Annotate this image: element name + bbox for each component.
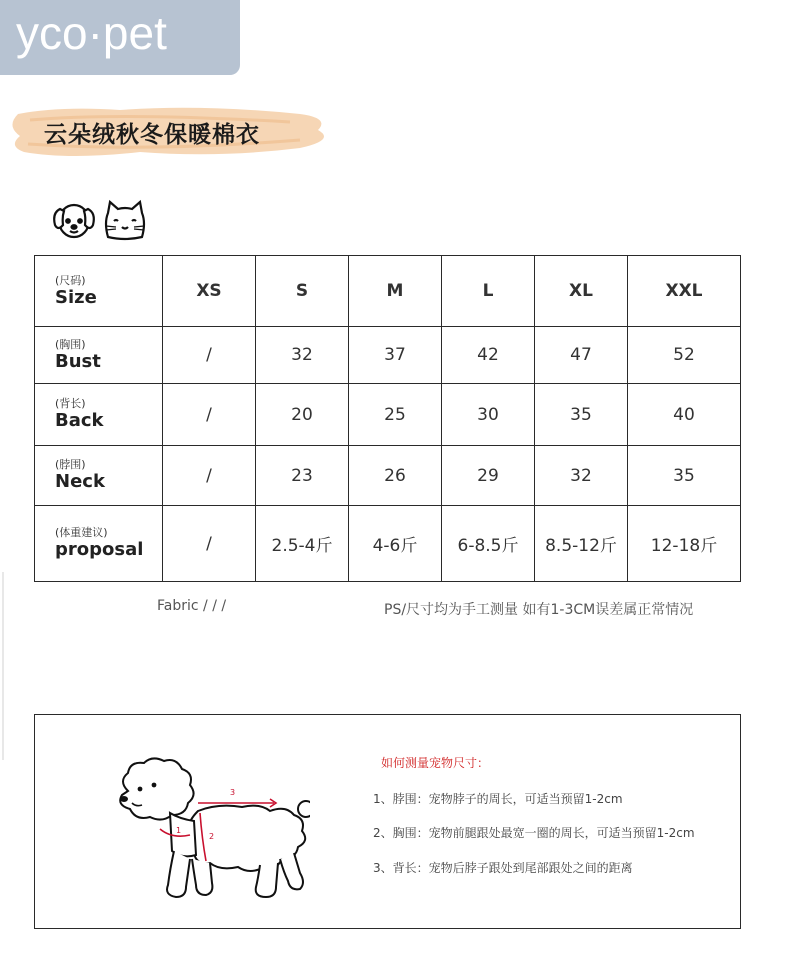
guide-step-neck: 1、脖围：宠物脖子的周长，可适当预留1-2cm bbox=[373, 792, 623, 806]
ps-note: PS/尺寸均为手工测量 如有1-3CM误差属正常情况 bbox=[384, 602, 694, 618]
table-cell: 4-6斤 bbox=[349, 506, 442, 582]
table-cell: 12-18斤 bbox=[628, 506, 741, 582]
row-label-en: Neck bbox=[55, 471, 105, 492]
row-label-cn: (体重建议) bbox=[55, 526, 108, 539]
size-header-xs: XS bbox=[163, 256, 256, 327]
table-cell: 32 bbox=[256, 327, 349, 384]
table-cell: 52 bbox=[628, 327, 741, 384]
dog-measure-diagram bbox=[110, 755, 310, 905]
table-cell: / bbox=[163, 327, 256, 384]
table-cell: 37 bbox=[349, 327, 442, 384]
row-label-en: proposal bbox=[55, 539, 144, 560]
brand-logo bbox=[0, 0, 240, 75]
row-label-cell bbox=[35, 384, 163, 446]
table-cell: 26 bbox=[349, 446, 442, 506]
guide-step-back: 3、背长：宠物后脖子跟处到尾部跟处之间的距离 bbox=[373, 861, 633, 875]
table-cell: 30 bbox=[442, 384, 535, 446]
size-header-s: S bbox=[256, 256, 349, 327]
row-label-en: Back bbox=[55, 410, 104, 431]
table-cell: / bbox=[163, 446, 256, 506]
guide-title: 如何测量宠物尺寸： bbox=[381, 756, 490, 770]
table-cell: 29 bbox=[442, 446, 535, 506]
row-label-en: Bust bbox=[55, 350, 101, 372]
table-cell: 20 bbox=[256, 384, 349, 446]
pet-icons bbox=[52, 199, 147, 241]
size-header-xl: XL bbox=[535, 256, 628, 327]
table-cell: 32 bbox=[535, 446, 628, 506]
size-label-cn: (尺码) bbox=[55, 273, 86, 287]
cat-face-icon bbox=[106, 202, 144, 239]
table-cell: / bbox=[163, 384, 256, 446]
row-label-cell bbox=[35, 327, 163, 384]
table-cell: / bbox=[163, 506, 256, 582]
measure-guide-box bbox=[34, 714, 741, 929]
row-label-cell bbox=[35, 506, 163, 582]
table-cell: 6-8.5斤 bbox=[442, 506, 535, 582]
size-header-xxl: XXL bbox=[628, 256, 741, 327]
mark-3: 3 bbox=[230, 788, 236, 797]
divider bbox=[2, 572, 4, 760]
table-cell: 47 bbox=[535, 327, 628, 384]
size-header-m: M bbox=[349, 256, 442, 327]
size-table bbox=[34, 255, 741, 582]
dog-face-icon bbox=[54, 205, 94, 237]
table-row-bust bbox=[35, 327, 741, 384]
guide-step-bust: 2、胸围：宠物前腿跟处最宽一圈的周长，可适当预留1-2cm bbox=[373, 826, 695, 840]
table-row-neck bbox=[35, 446, 741, 506]
row-label-cn: (胸围) bbox=[55, 337, 86, 351]
table-cell: 2.5-4斤 bbox=[256, 506, 349, 582]
fabric-note: Fabric / / / bbox=[157, 598, 227, 614]
row-label-cell bbox=[35, 446, 163, 506]
table-cell: 42 bbox=[442, 327, 535, 384]
table-cell: 40 bbox=[628, 384, 741, 446]
table-header-row bbox=[35, 256, 741, 327]
mark-2: 2 bbox=[209, 832, 215, 841]
table-cell: 25 bbox=[349, 384, 442, 446]
row-label-cn: (脖围) bbox=[55, 458, 86, 471]
table-row-proposal bbox=[35, 506, 741, 582]
table-cell: 35 bbox=[535, 384, 628, 446]
size-header-l: L bbox=[442, 256, 535, 327]
table-cell: 8.5-12斤 bbox=[535, 506, 628, 582]
table-cell: 23 bbox=[256, 446, 349, 506]
size-label-cell bbox=[35, 256, 163, 327]
logo-text: yco·pet bbox=[16, 7, 167, 59]
mark-1: 1 bbox=[176, 826, 182, 835]
table-row-back bbox=[35, 384, 741, 446]
row-label-cn: (背长) bbox=[55, 397, 86, 410]
product-title: 云朵绒秋冬保暖棉衣 bbox=[44, 122, 260, 148]
size-label-en: Size bbox=[55, 286, 97, 308]
table-cell: 35 bbox=[628, 446, 741, 506]
